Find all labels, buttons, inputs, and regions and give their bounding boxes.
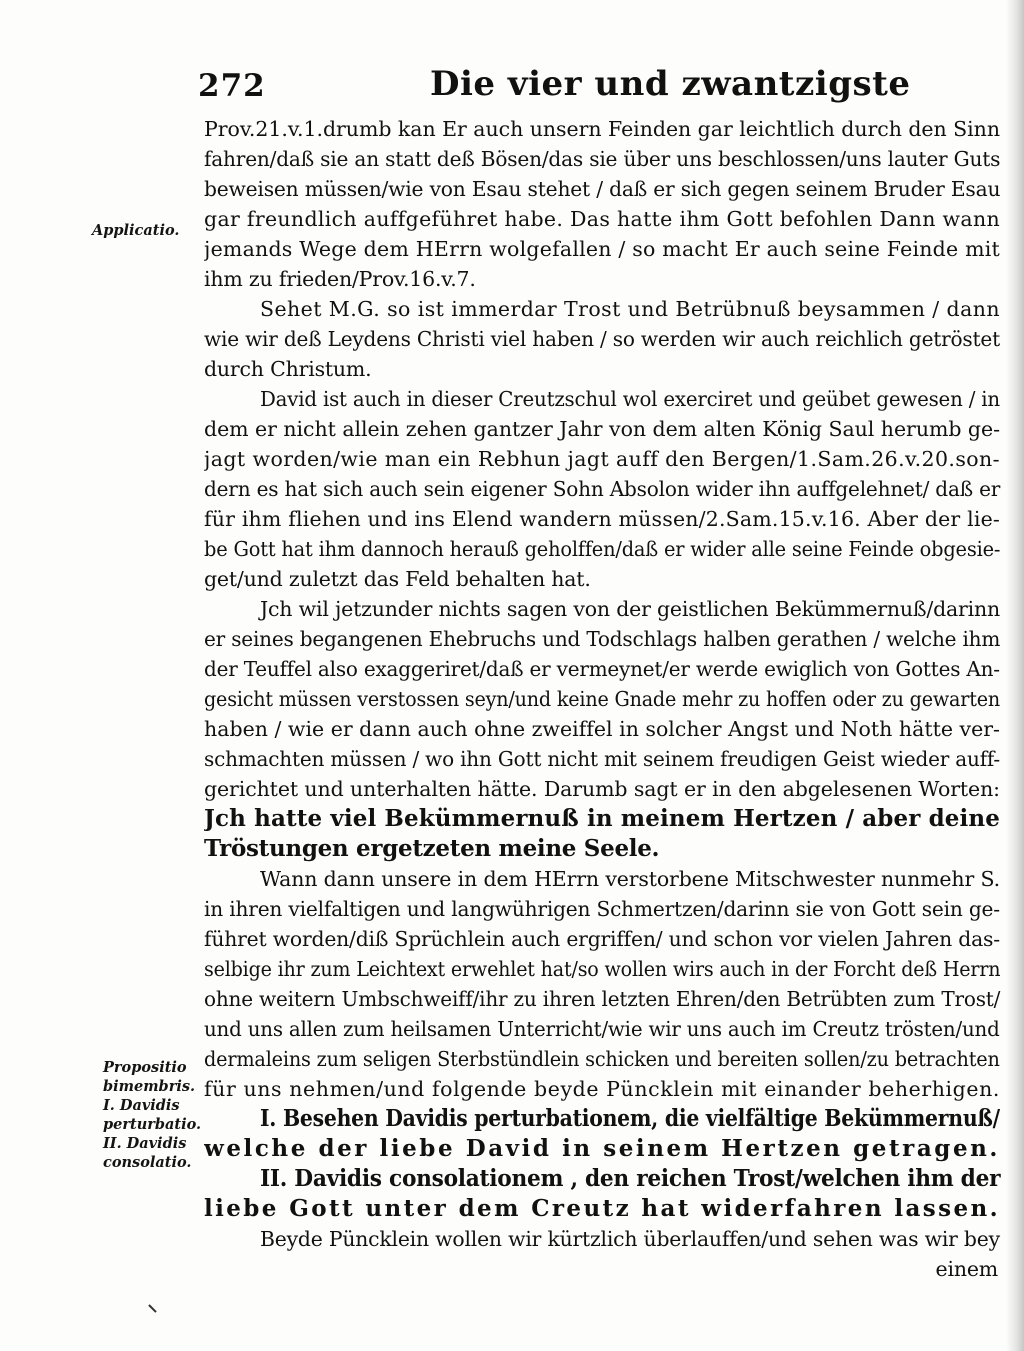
text-line: haben / wie er dann auch ohne zweiffel in solcher Angst und Noth hätte ver- <box>204 717 1000 741</box>
text-line: gesicht müssen verstossen seyn/und keine Gnade mehr zu hoffen oder zu gewarten <box>204 687 1000 711</box>
text-line: ihm zu frieden/Prov.16.v.7. <box>204 267 476 291</box>
text-line: Sehet M.G. so ist immerdar Trost und Betrübnuß beysammen / dann <box>260 297 1000 321</box>
text-line: dermaleins zum seligen Sterbstündlein schicken und bereiten sollen/zu betrachten <box>204 1047 1000 1071</box>
text-line: in ihren vielfaltigen und langwührigen Schmertzen/darinn sie von Gott sein ge- <box>204 897 1000 921</box>
text-line: schmachten müssen / wo ihn Gott nicht mit seinem freudigen Geist wieder auff- <box>204 747 1000 771</box>
text-line: Jch wil jetzunder nichts sagen von der geistlichen Bekümmernuß/darinn <box>260 597 1000 621</box>
proposition-line: I. Besehen Davidis perturbationem, die vielfältige Bekümmernuß/ <box>260 1105 1000 1132</box>
page-mark <box>148 1297 164 1313</box>
text-line: be Gott hat ihm dannoch herauß geholffen/daß er wider alle seine Feinde obgesie- <box>204 537 1001 561</box>
text-line: get/und zuletzt das Feld behalten hat. <box>204 567 591 591</box>
text-line: durch Christum. <box>204 357 372 381</box>
marginal-line: I. Davidis <box>103 1097 180 1114</box>
text-line: dern es hat sich auch sein eigener Sohn Absolon wider ihn auffgelehnet/ daß er <box>204 477 1001 501</box>
text-line: gar freundlich auffgeführet habe. Das hatte ihm Gott befohlen Dann wann <box>204 207 1000 231</box>
marginal-line: Propositio <box>103 1059 187 1076</box>
marginal-line: consolatio. <box>103 1154 192 1171</box>
quote-line: Tröstungen ergetzeten meine Seele. <box>204 835 660 862</box>
text-line: David ist auch in dieser Creutzschul wol exerciret und geübet gewesen / in <box>260 387 1000 411</box>
marginal-line: II. Davidis <box>103 1135 187 1152</box>
text-line: er seines begangenen Ehebruchs und Todschlags halben gerathen / welche ihm <box>204 627 1001 651</box>
text-line: dem er nicht allein zehen gantzer Jahr von dem alten König Saul herumb ge- <box>204 417 1000 441</box>
page-header <box>198 60 998 120</box>
text-line: und uns allen zum heilsamen Unterricht/wie wir uns auch im Creutz trösten/und <box>204 1017 1000 1041</box>
marginal-line: bimembris. <box>103 1078 196 1095</box>
proposition-line: liebe Gott unter dem Creutz hat widerfahren lassen. <box>204 1195 1000 1222</box>
text-line: Prov.21.v.1.drumb kan Er auch unsern Feinden gar leichtlich durch den Sinn <box>204 117 1000 141</box>
proposition-line: II. Davidis consolationem , den reichen Trost/welchen ihm der <box>260 1165 1001 1192</box>
quote-line: Jch hatte viel Bekümmernuß in meinem Hertzen / aber deine <box>204 805 1000 832</box>
text-line: Wann dann unsere in dem HErrn verstorbene Mitschwester nunmehr S. <box>260 867 1000 891</box>
text-line: fahren/daß sie an statt deß Bösen/das sie über uns beschlossen/uns lauter Guts <box>204 147 1001 171</box>
proposition-line: welche der liebe David in seinem Hertzen getragen. <box>204 1135 1000 1162</box>
body-text <box>204 114 1004 1284</box>
marginal-note-propositio <box>103 1058 208 1172</box>
text-line: jemands Wege dem HErrn wolgefallen / so macht Er auch seine Feinde mit <box>204 237 1000 261</box>
catchword: einem <box>935 1257 998 1281</box>
page-number: 272 <box>198 68 266 104</box>
marginal-note-applicatio: Applicatio. <box>92 222 180 239</box>
text-line: selbige ihr zum Leichtext erwehlet hat/so wollen wirs auch in der Forcht deß Herrn <box>204 957 1001 981</box>
text-line: wie wir deß Leydens Christi viel haben / so werden wir auch reichlich getröstet <box>204 327 1000 351</box>
text-line: ohne weitern Umbschweiff/ihr zu ihren letzten Ehren/den Betrübten zum Trost/ <box>204 987 1001 1011</box>
text-line: beweisen müssen/wie von Esau stehet / daß er sich gegen seinem Bruder Esau <box>204 177 1001 201</box>
text-line: für ihm fliehen und ins Elend wandern müssen/2.Sam.15.v.16. Aber der lie- <box>204 507 1000 531</box>
text-line: jagt worden/wie man ein Rebhun jagt auff den Bergen/1.Sam.26.v.20.son- <box>204 447 1000 471</box>
text-line: für uns nehmen/und folgende beyde Püncklein mit einander beherhigen. <box>204 1077 1000 1101</box>
running-title: Die vier und zwantzigste <box>430 64 911 104</box>
page-edge-shadow <box>1006 0 1024 1351</box>
text-line: führet worden/diß Sprüchlein auch ergriffen/ und schon vor vielen Jahren das- <box>204 927 1000 951</box>
text-line: gerichtet und unterhalten hätte. Darumb sagt er in den abgelesenen Worten: <box>204 777 1000 801</box>
marginal-line: perturbatio. <box>103 1116 202 1133</box>
text-line: Beyde Püncklein wollen wir kürtzlich überlauffen/und sehen was wir bey <box>260 1227 1000 1251</box>
text-line: der Teuffel also exaggeriret/daß er vermeynet/er werde ewiglich von Gottes An- <box>204 657 1000 681</box>
